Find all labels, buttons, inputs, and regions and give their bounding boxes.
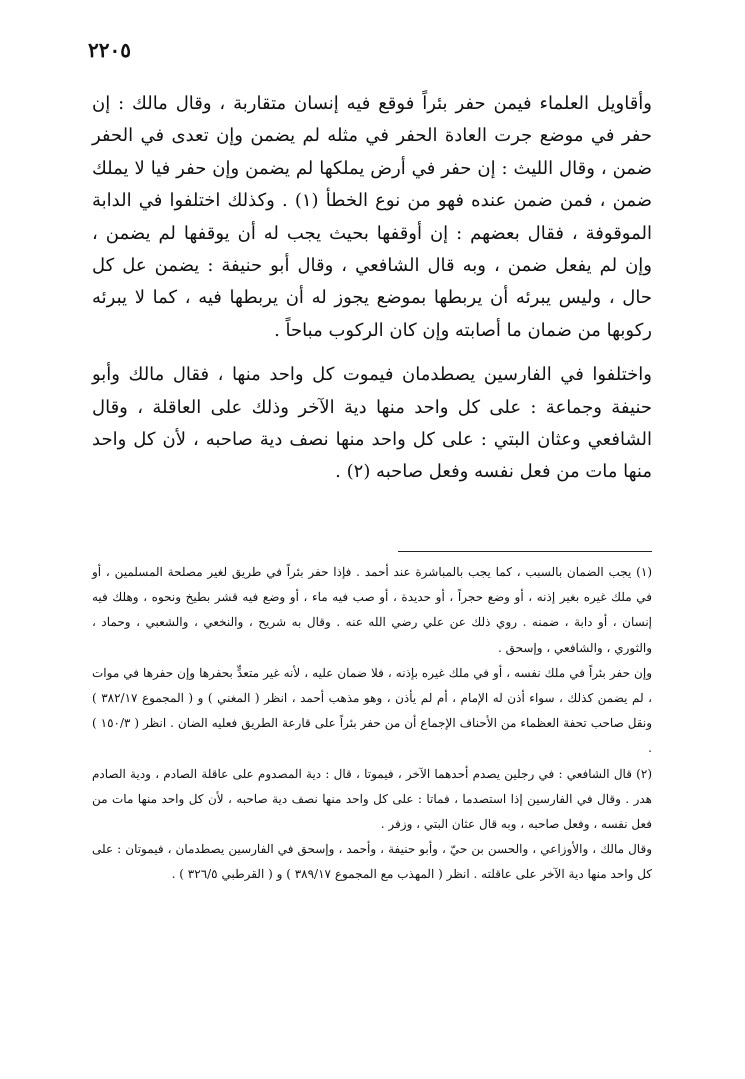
paragraph-1: وأقاويل العلماء فيمن حفر بئراً فوقع فيه إنسان متقاربة ، وقال مالك : إن حفر في موضع جرت العادة الحفر في مثله لم يضمن وإن تعدى في الحفر ضمن ، وقال الليث : إن حفر في أرض يملكها لم يضمن وإن حفر فيا لا يملك ضمن ، فمن ضمن عنده فهو من نوع الخطأ (١) . وكذلك اختلفوا في الدابة الموقوفة ، فقال بعضهم : إن أوقفها بحيث يجب له أن يوقفها لم يضمن ، وإن لم يفعل ضمن ، وبه قال الشافعي ، وقال أبو حنيفة : يضمن عل كل حال ، وليس يبرئه أن يربطها بموضع يجوز له أن يربطها فيه ، كما لا يبرئه ركوبها من ضمان ما أصابته وإن كان الركوب مباحاً . (92, 93, 653, 341)
footnote-2: (٢) قال الشافعي : في رجلين يصدم أحدهما الآخر ، فيموتا ، قال : دية المصدوم على عاقلة الصادم ، ودية الصادم هدر . وقال في الفارسين إذا استصدما ، فماتا : على كل واحد منها نصف دية صاحبه ، لأن كل واحد منها مات من فعل نفسه ، وفعل صاحبه ، وبه قال عثان البتي ، وزفر . (92, 766, 652, 832)
footnote-1: (١) يجب الضمان بالسبب ، كما يجب بالمباشرة عند أحمد . فإذا حفر بئراً في طريق لغير مصلحة المسلمين ، أو في ملك غيره بغير إذنه ، أو وضع حجراً ، أو حديدة ، أو صب فيه ماء ، أو وضع فيه قشر بطيخ ونحوه ، وهلك فيه إنسان ، أو دابة ، ضمنه . روي ذلك عن علي رضي الله عنه . وقال به شريح ، والنخعي ، والشعبي ، وحماد ، والثوري ، والشافعي ، وإسحق . (92, 565, 652, 655)
footnote-separator (398, 551, 652, 552)
footnotes (92, 560, 652, 888)
page-number: ٢٢٠٥ (88, 38, 131, 62)
footnote-2-continued: وقال مالك ، والأوزاعي ، والحسن بن حيّ ، وأبو حنيفة ، وأحمد ، وإسحق في الفارسين يصطدمان ، فيموتان : على كل واحد منها دية الآخر على عاقلته . انظر ( المهذب مع المجموع ٣٨٩/١٧ ) و ( القرطبي ٣٢٦/٥ ) . (92, 842, 652, 882)
main-text (92, 88, 652, 489)
paragraph-2: واختلفوا في الفارسين يصطدمان فيموت كل واحد منها ، فقال مالك وأبو حنيفة وجماعة : على كل واحد منها دية الآخر وذلك على العاقلة ، وقال الشافعي وعثان البتي : على كل واحد منها نصف دية صاحبه ، لأن كل واحد منها مات من فعل نفسه وفعل صاحبه (٢) . (92, 364, 652, 483)
footnote-1-continued: وإن حفر بئراً في ملك نفسه ، أو في ملك غيره بإذنه ، فلا ضمان عليه ، لأنه غير متعدٍّ بحفرها وإن حفرها في موات ، لم يضمن كذلك ، سواء أذن له الإمام ، أم لم يأذن ، وهو مذهب أحمد ، انظر ( المغني ) و ( المجموع ٣٨٢/١٧ ) ونقل صاحب تحفة العظماء من الأحناف الإجماع أن من حفر بئراً على قارعة الطريق فعليه الضان . انظر ( ١٥٠/٣ ) . (92, 665, 653, 756)
